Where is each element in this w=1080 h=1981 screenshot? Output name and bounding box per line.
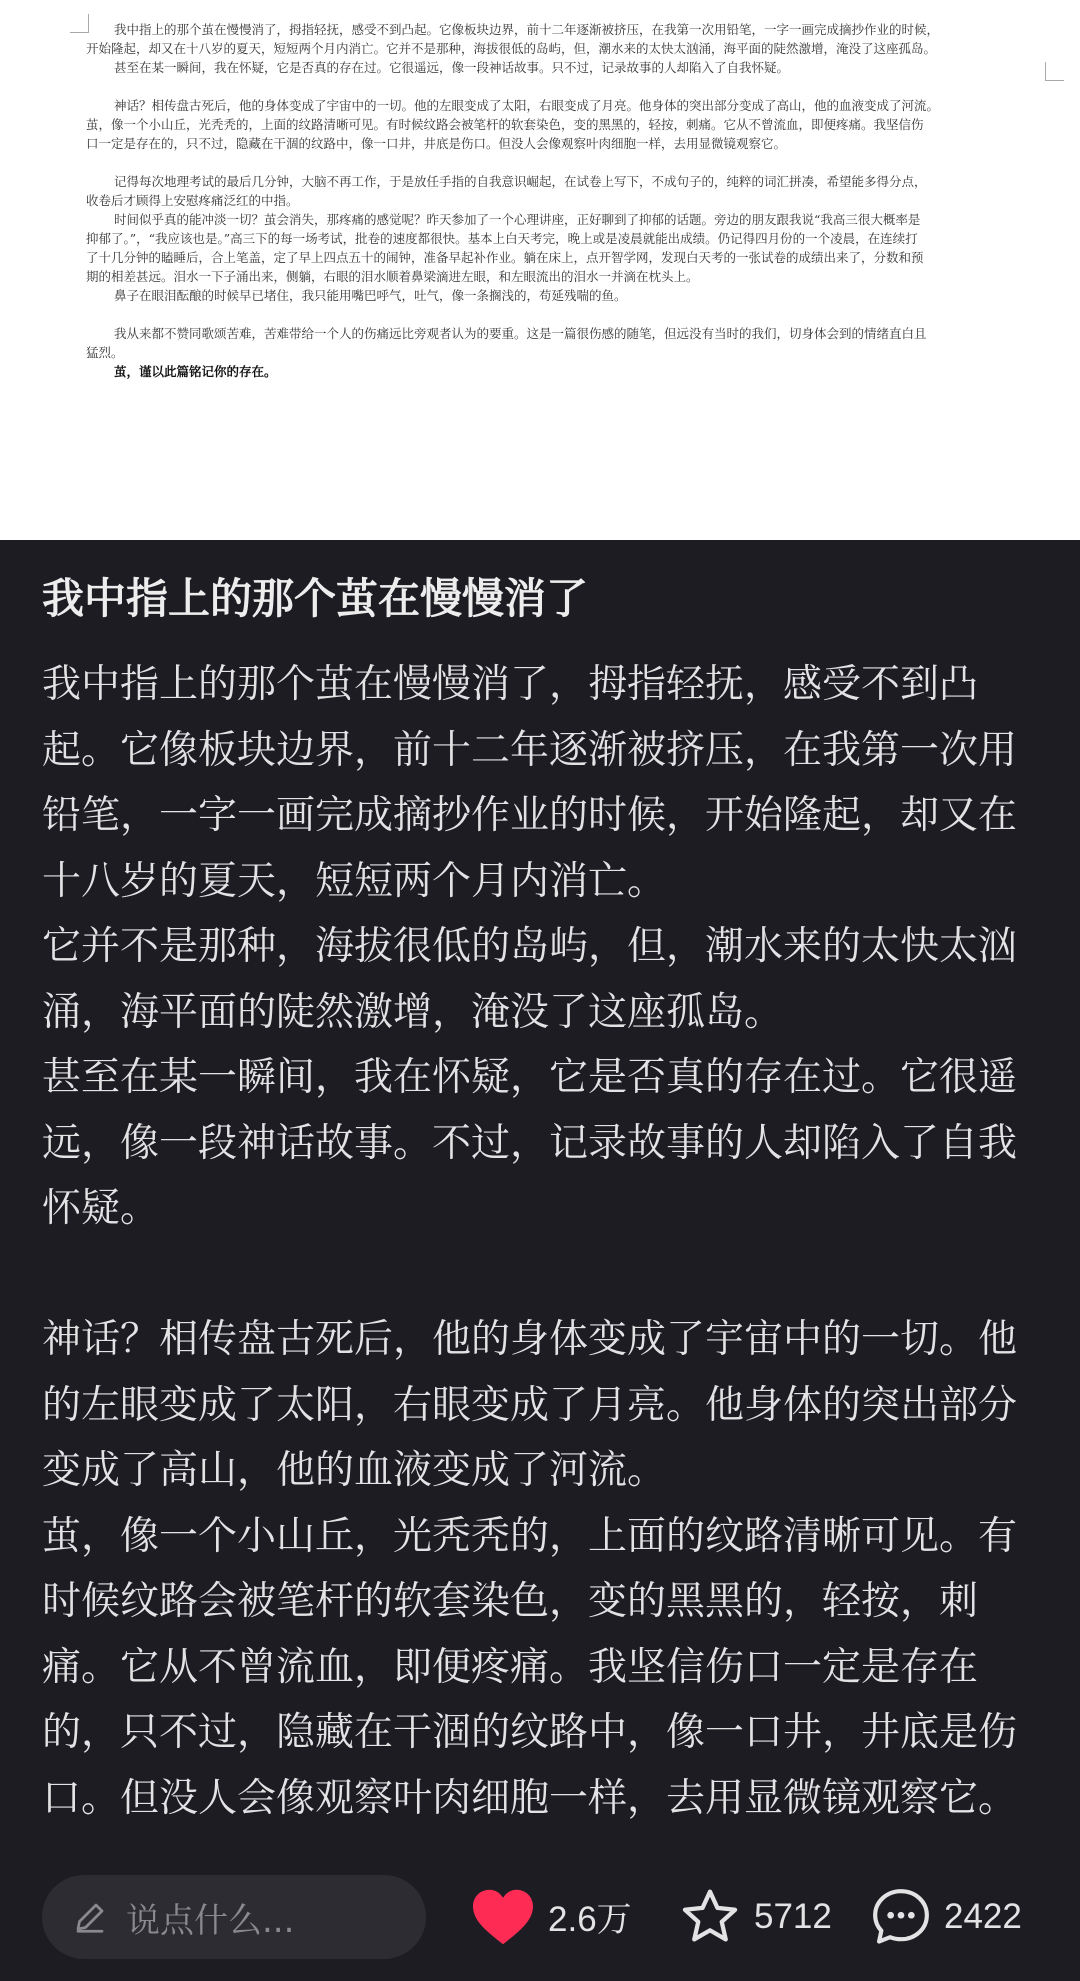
star-icon [678,1885,742,1949]
post-content [0,540,1080,1840]
document-line: 茧，像一个小山丘，光秃秃的，上面的纹路清晰可见。有时候纹路会被笔杆的软套染色，变的黑黑的，轻按，刺痛。它从不曾流血，即便疼痛。我坚信伤 [86,117,924,132]
post-body [42,652,1042,1831]
comment-button[interactable] [870,1875,1022,1959]
comment-input[interactable] [42,1875,426,1959]
document-image[interactable] [0,0,1080,540]
post-paragraph: 甚至在某一瞬间，我在怀疑，它是否真的存在过。它很遥远，像一段神话故事。不过，记录故事的人却陷入了自我怀疑。 [42,1055,1018,1231]
post-paragraph: 茧，像一个小山丘，光秃秃的，上面的纹路清晰可见。有时候纹路会被笔杆的软套染色，变的黑黑的，轻按，刺痛。它从不曾流血，即便疼痛。我坚信伤口一定是存在的，只不过，隐藏在干涸的纹路中，像一口井，井底是伤口。但没人会像观察叶肉细胞一样，去用显微镜观察它。 [42,1513,1018,1821]
document-line: 茧，谨以此篇铭记你的存在。 [114,364,277,379]
document-line: 口一定是存在的，只不过，隐藏在干涸的纹路中，像一口井，井底是伤口。但没人会像观察叶肉细胞一样，去用显微镜观察它。 [86,136,787,151]
post-paragraph: 它并不是那种，海拔很低的岛屿，但，潮水来的太快太汹涌，海平面的陡然激增，淹没了这座孤岛。 [42,924,1018,1035]
favorite-count: 5712 [754,1897,832,1936]
comment-bubble-icon [870,1886,932,1948]
favorite-button[interactable] [678,1875,832,1959]
like-button[interactable] [470,1875,632,1959]
like-count: 2.6万 [548,1900,632,1939]
document-line: 猛烈。 [86,345,124,360]
pencil-icon [72,1899,108,1935]
document-line: 时间似乎真的能冲淡一切？茧会消失，那疼痛的感觉呢？昨天参加了一个心理讲座，正好聊到了抑郁的话题。旁边的朋友跟我说“我高三很大概率是 [114,212,921,227]
document-line: 抑郁了。”，“我应该也是。”高三下的每一场考试，批卷的速度都很快。基本上白天考完，晚上或是凌晨就能出成绩。仍记得四月份的一个凌晨，在连续打 [86,231,918,246]
heart-icon [470,1887,536,1947]
document-blank-line [86,77,1026,96]
document-blank-line [86,305,1026,324]
document-line: 记得每次地理考试的最后几分钟，大脑不再工作，于是放任手指的自我意识崛起，在试卷上写下，不成句子的，纯粹的词汇拼凑，希望能多得分点， [114,174,927,189]
document-line: 神话？相传盘古死后，他的身体变成了宇宙中的一切。他的左眼变成了太阳，右眼变成了月亮。他身体的突出部分变成了高山，他的血液变成了河流。 [114,98,940,113]
document-line: 甚至在某一瞬间，我在怀疑，它是否真的存在过。它很遥远，像一段神话故事。只不过，记录故事的人却陷入了自我怀疑。 [114,60,790,75]
page-corner-mark [1045,62,1064,81]
document-line: 开始隆起，却又在十八岁的夏天，短短两个月内消亡。它并不是那种，海拔很低的岛屿，但，潮水来的太快太汹涌，海平面的陡然激增，淹没了这座孤岛。 [86,41,937,56]
document-line: 我从来都不赞同歌颂苦难，苦难带给一个人的伤痛远比旁观者认为的要重。这是一篇很伤感的随笔，但远没有当时的我们，切身体会到的情绪直白且 [114,326,927,341]
document-page [86,20,1026,520]
post-paragraph: 神话？相传盘古死后，他的身体变成了宇宙中的一切。他的左眼变成了太阳，右眼变成了月亮。他身体的突出部分变成了高山，他的血液变成了河流。 [42,1317,1018,1493]
post-title: 我中指上的那个茧在慢慢消了 [42,574,589,623]
post-paragraph: 我中指上的那个茧在慢慢消了，拇指轻抚，感受不到凸起。它像板块边界，前十二年逐渐被挤压，在我第一次用铅笔，一字一画完成摘抄作业的时候，开始隆起，却又在十八岁的夏天，短短两个月内消亡。 [42,662,1018,904]
document-line: 期的相差甚远。泪水一下子涌出来，侧躺，右眼的泪水顺着鼻梁滴进左眼，和左眼流出的泪水一并滴在枕头上。 [86,269,699,284]
document-line: 我中指上的那个茧在慢慢消了，拇指轻抚，感受不到凸起。它像板块边界，前十二年逐渐被挤压，在我第一次用铅笔，一字一画完成摘抄作业的时候， [114,22,940,37]
paragraph-spacer [42,1242,1042,1308]
document-line: 了十几分钟的瞌睡后，合上笔盖，定了早上四点五十的闹钟，准备早起补作业。躺在床上，点开智学网，发现白天考的一张试卷的成绩出来了，分数和预 [86,250,924,265]
document-line: 鼻子在眼泪酝酿的时候早已堵住，我只能用嘴巴呼气，吐气，像一条搁浅的，苟延残喘的鱼。 [114,288,627,303]
document-blank-line [86,153,1026,172]
document-line: 收卷后才顾得上安慰疼痛泛红的中指。 [86,193,299,208]
comment-placeholder: 说点什么... [126,1900,295,1941]
comment-count: 2422 [944,1897,1022,1936]
bottom-action-bar [0,1841,1080,1981]
